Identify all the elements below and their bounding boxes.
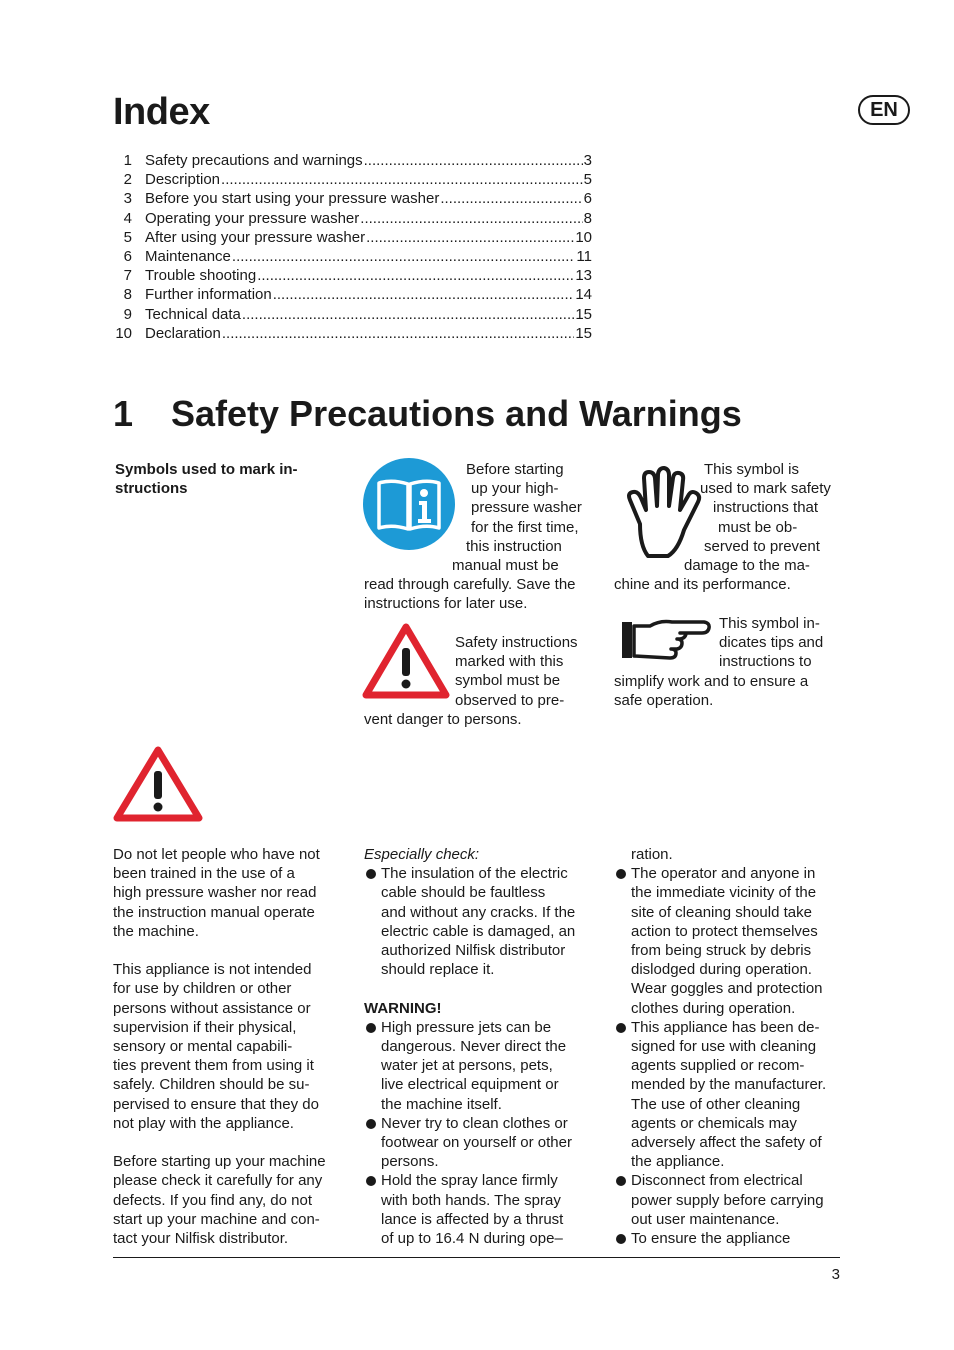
text-line: this instruction <box>466 537 562 555</box>
toc-title: Operating your pressure washer <box>145 209 360 227</box>
text-line: Do not let people who have not <box>113 846 320 863</box>
toc-number: 2 <box>123 171 132 189</box>
text-line: vent danger to persons. <box>364 710 522 728</box>
bullet-item <box>614 1018 846 1172</box>
toc-number: 9 <box>123 305 132 323</box>
toc-entry[interactable] <box>110 325 592 344</box>
text-line: This appliance has been de- <box>631 1018 820 1036</box>
toc-number: 1 <box>123 152 132 169</box>
page-number: 3 <box>831 1266 840 1283</box>
text-line: and without any cracks. If the <box>381 903 576 921</box>
text-line: persons. <box>381 1153 439 1171</box>
text-line: To ensure the appliance <box>631 1230 791 1248</box>
text-line: Wear goggles and protection <box>631 980 823 998</box>
text-line: symbol must be <box>455 672 561 690</box>
text-line: supervision if their physical, <box>113 1018 297 1036</box>
text-line: up your high- <box>471 480 559 498</box>
toc-page: 15 <box>575 324 592 342</box>
language-badge: EN <box>858 95 910 125</box>
text-line: used to mark safety <box>700 480 831 498</box>
text-line: adversely affect the safety of <box>631 1134 822 1152</box>
bullet-item <box>364 1018 596 1114</box>
toc-entry[interactable] <box>110 306 592 325</box>
text-line: High pressure jets can be <box>381 1018 552 1036</box>
footer-rule <box>113 1257 840 1258</box>
toc-title: Further information <box>145 286 272 304</box>
text-line: This appliance is not intended <box>113 961 312 979</box>
toc-number: 4 <box>123 209 132 227</box>
paragraph <box>113 960 345 1133</box>
toc-title: Trouble shooting <box>145 267 257 285</box>
toc-page: 14 <box>575 286 592 304</box>
text-line: tact your Nilfisk distributor. <box>113 1230 289 1248</box>
text-line: been trained in the use of a <box>113 865 295 883</box>
text-line: chine and its performance. <box>614 576 791 594</box>
toc-page: 11 <box>576 247 592 265</box>
text-line: This symbol in- <box>719 615 820 632</box>
text-line: action to protect themselves <box>631 922 818 940</box>
text-line: footwear on yourself or other <box>381 1134 572 1152</box>
text-line: simplify work and to ensure a <box>614 672 809 690</box>
large-warning-triangle-icon <box>112 745 204 823</box>
index-title: Index <box>113 91 210 133</box>
text-line: signed for use with cleaning <box>631 1038 817 1056</box>
paragraph <box>113 845 345 941</box>
toc-entry[interactable] <box>110 267 592 286</box>
section-heading <box>113 392 742 435</box>
text-line: the machine. <box>113 922 199 940</box>
text-line: from being struck by debris <box>631 942 812 960</box>
text-line: the appliance. <box>631 1153 725 1171</box>
toc-leader <box>366 229 574 246</box>
toc-number: 7 <box>123 267 132 285</box>
text-line: authorized Nilfisk distributor <box>381 942 566 960</box>
text-line: please check it carefully for any <box>113 1172 323 1190</box>
text-line: ties prevent them from using it <box>113 1057 314 1075</box>
text-line: must be ob- <box>718 518 798 536</box>
text-line: pervised to ensure that they do <box>113 1095 319 1113</box>
column-2 <box>364 845 596 1248</box>
text-line: marked with this <box>455 653 564 671</box>
hand-symbol-text <box>614 460 846 594</box>
toc-leader <box>364 152 583 169</box>
toc-title: After using your pressure washer <box>145 228 366 246</box>
text-line: Before starting up your machine <box>113 1153 326 1171</box>
text-line: not play with the appliance. <box>113 1114 294 1132</box>
toc-entry[interactable] <box>110 286 592 305</box>
section-number: 1 <box>113 393 134 434</box>
text-line: agents or chemicals may <box>631 1114 797 1132</box>
text-line: Hold the spray lance firmly <box>381 1172 558 1190</box>
text-line: manual must be <box>452 557 559 575</box>
text-line: safe operation. <box>614 691 714 709</box>
text-line: instructions for later use. <box>364 595 528 613</box>
toc-leader <box>360 210 582 227</box>
text-line: observed to pre- <box>455 691 565 709</box>
especially-check-label: Especially check: <box>364 846 480 863</box>
text-line: ration. <box>631 846 673 863</box>
column-3 <box>614 845 846 1248</box>
toc-entry[interactable] <box>110 210 592 229</box>
text-line: for the first time, <box>471 518 579 536</box>
text-line: defects. If you find any, do not <box>113 1191 313 1209</box>
column-1 <box>113 845 345 1248</box>
text-line: of up to 16.4 N during ope– <box>381 1230 563 1248</box>
symbols-heading-line: structions <box>115 480 188 498</box>
toc-entry[interactable] <box>110 171 592 190</box>
text-line: high pressure washer nor read <box>113 884 317 902</box>
toc-title: Description <box>145 171 221 189</box>
text-line: instructions to <box>719 653 812 671</box>
toc-title: Safety precautions and warnings <box>145 152 363 169</box>
toc-page: 13 <box>575 267 592 285</box>
text-line: read through carefully. Save the <box>364 576 576 594</box>
bullet-item <box>614 864 846 1018</box>
toc-page: 15 <box>575 305 592 323</box>
toc-leader <box>242 306 574 323</box>
text-line: start up your machine and con- <box>113 1210 320 1228</box>
warning-symbol-text <box>364 633 596 729</box>
text-line: with both hands. The spray <box>381 1191 561 1209</box>
toc-number: 5 <box>123 228 132 246</box>
bullet-item <box>364 1114 596 1172</box>
pointer-symbol-text <box>614 614 846 710</box>
toc-title: Maintenance <box>145 247 231 265</box>
toc-page: 3 <box>583 152 592 169</box>
toc-number: 6 <box>123 247 132 265</box>
text-line: Disconnect from electrical <box>631 1172 803 1190</box>
toc-page: 10 <box>575 228 592 246</box>
bullet-item <box>364 1171 596 1248</box>
text-line: site of cleaning should take <box>631 903 812 921</box>
text-line: for use by children or other <box>113 980 292 998</box>
text-line: The insulation of the electric <box>381 865 568 883</box>
text-line: cable should be faultless <box>381 884 546 902</box>
text-line: mended by the manufacturer. <box>631 1076 827 1094</box>
text-line: the instruction manual operate <box>113 903 315 921</box>
toc-entry[interactable] <box>110 190 592 209</box>
text-line: This symbol is <box>704 461 800 478</box>
toc-leader <box>222 325 574 342</box>
toc-leader <box>232 248 576 265</box>
text-line: should replace it. <box>381 961 495 979</box>
text-line: electric cable is damaged, an <box>381 922 576 940</box>
text-line: served to prevent <box>704 537 820 555</box>
text-line: lance is affected by a thrust <box>381 1210 564 1228</box>
text-line: Safety instructions <box>455 634 578 651</box>
toc-number: 3 <box>123 190 132 208</box>
text-line: Never try to clean clothes or <box>381 1114 568 1132</box>
toc-entry[interactable] <box>110 229 592 248</box>
text-line: safely. Children should be su- <box>113 1076 310 1094</box>
toc-leader <box>257 267 574 284</box>
text-line: dicates tips and <box>719 634 824 652</box>
toc-leader <box>221 171 583 188</box>
toc-title: Before you start using your pressure washer <box>145 190 440 208</box>
text-line: agents supplied or recom- <box>631 1057 805 1075</box>
text-line: pressure washer <box>471 499 582 517</box>
toc-title: Declaration <box>145 324 221 342</box>
toc-page: 8 <box>583 209 592 227</box>
text-line: out user maintenance. <box>631 1210 780 1228</box>
toc-leader <box>440 190 582 207</box>
text-line: the immediate vicinity of the <box>631 884 817 902</box>
bullet-item <box>364 864 596 979</box>
text-line: the machine itself. <box>381 1095 502 1113</box>
text-line: dangerous. Never direct the <box>381 1038 567 1056</box>
table-of-contents <box>110 152 592 344</box>
info-symbol-text <box>364 460 596 614</box>
text-line: live electrical equipment or <box>381 1076 559 1094</box>
toc-page: 5 <box>583 171 592 189</box>
text-line: power supply before carrying <box>631 1191 824 1209</box>
bullet-item <box>614 1171 846 1229</box>
text-line: instructions that <box>713 499 819 517</box>
symbols-heading-line: Symbols used to mark in- <box>115 461 298 478</box>
toc-leader <box>273 286 575 303</box>
text-line: The use of other cleaning <box>631 1095 801 1113</box>
text-line: damage to the ma- <box>684 557 810 575</box>
text-line: clothes during operation. <box>631 999 796 1017</box>
warning-label: WARNING! <box>364 999 442 1017</box>
toc-title: Technical data <box>145 305 241 323</box>
toc-number: 10 <box>115 324 132 342</box>
toc-entry[interactable] <box>110 248 592 267</box>
text-line: water jet at persons, pets, <box>381 1057 553 1075</box>
toc-number: 8 <box>123 286 132 304</box>
section-title: Safety Precautions and Warnings <box>171 393 742 434</box>
bullet-item <box>614 1229 846 1248</box>
text-line: dislodged during operation. <box>631 961 812 979</box>
toc-entry[interactable] <box>110 152 592 171</box>
toc-page: 6 <box>583 190 592 208</box>
text-line: persons without assistance or <box>113 999 311 1017</box>
paragraph <box>113 1152 345 1248</box>
symbols-heading <box>115 460 298 498</box>
text-line: The operator and anyone in <box>631 865 816 883</box>
text-line: sensory or mental capabili- <box>113 1038 293 1056</box>
text-line: Before starting <box>466 461 564 478</box>
